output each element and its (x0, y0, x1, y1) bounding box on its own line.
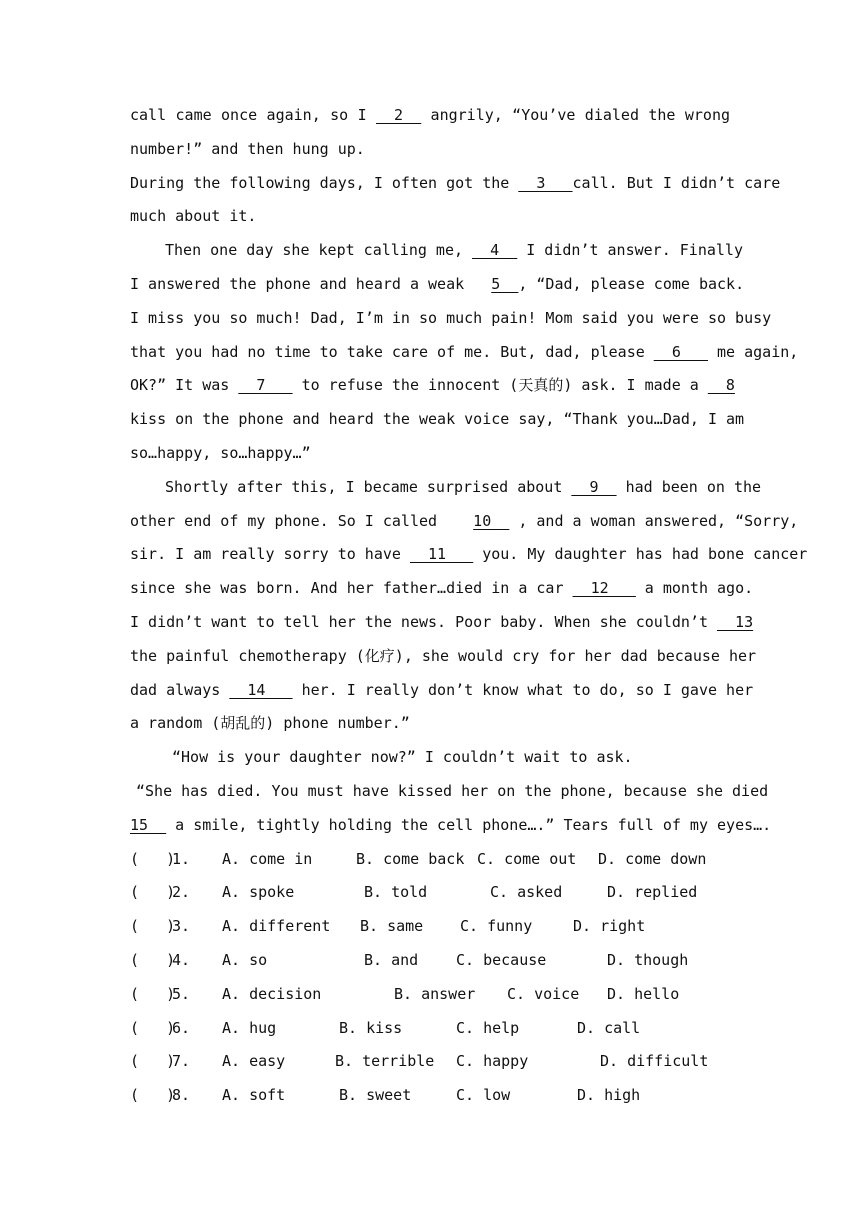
blank-9: __9__ (571, 477, 617, 496)
question-number: 3. (172, 917, 191, 936)
option-d: D. though (607, 950, 689, 969)
passage-text: had been on the (616, 477, 762, 496)
option-a: A. decision (222, 984, 322, 1003)
option-c: C. because (456, 950, 547, 969)
passage-text: angrily, “You’ve dialed the wrong (421, 106, 730, 124)
passage-line (130, 403, 745, 437)
passage-text: Shortly after this, I became surprised about (165, 477, 572, 496)
option-b: B. kiss (339, 1018, 403, 1037)
blank-7: __7___ (238, 376, 293, 395)
passage-line (130, 167, 781, 201)
answer-blank[interactable]: ( ) (130, 1086, 176, 1105)
option-b: B. terrible (335, 1052, 435, 1071)
question-list (130, 843, 730, 1113)
passage-line (130, 707, 730, 741)
blank-3: __3___ (518, 173, 573, 192)
option-d: D. right (573, 917, 646, 936)
blank-5: 5__ (491, 274, 519, 293)
passage-text: “How is your daughter now?” I couldn’t wait to ask. (172, 748, 633, 767)
passage-line (130, 775, 769, 809)
passage-line (130, 741, 730, 775)
answer-blank[interactable]: ( ) (130, 849, 176, 868)
blank-2: __2__ (376, 106, 422, 124)
blank-10: 10__ (473, 511, 510, 530)
document-page (130, 99, 808, 1113)
option-c: C. help (456, 1018, 520, 1037)
option-b: B. same (360, 917, 424, 936)
question-row (130, 944, 730, 978)
option-c: C. come out (477, 849, 577, 868)
passage-text: “She has died. You must have kissed her on the phone, because she died (136, 781, 769, 800)
passage-text: I didn’t answer. Finally (517, 241, 743, 260)
passage-line (130, 572, 754, 606)
passage-line (130, 505, 799, 539)
option-c: C. low (456, 1086, 511, 1105)
option-a: A. so (222, 950, 268, 969)
option-a: A. soft (222, 1086, 286, 1105)
passage-text: you. My daughter has had bone cancer (473, 545, 808, 564)
question-row (130, 978, 730, 1012)
option-b: B. and (364, 950, 419, 969)
passage-text: a month ago. (635, 579, 754, 598)
passage-text: a smile, tightly holding the cell phone….” Tears full of my eyes…. (166, 815, 772, 834)
passage-line (130, 674, 754, 708)
passage-text: call came once again, so I (130, 106, 376, 124)
passage-line (130, 302, 772, 336)
answer-blank[interactable]: ( ) (130, 883, 176, 902)
blank-13: __13 (717, 612, 754, 631)
passage-line (130, 268, 745, 302)
option-a: A. spoke (222, 883, 295, 902)
passage-text: kiss on the phone and heard the weak voice say, “Thank you…Dad, I am (130, 410, 745, 429)
option-d: D. hello (607, 984, 680, 1003)
passage-line (130, 538, 808, 572)
passage-line (130, 133, 730, 167)
question-number: 4. (172, 950, 191, 969)
passage-text: , “Dad, please come back. (518, 274, 745, 293)
question-row (130, 876, 730, 910)
passage-text: that you had no time to take care of me. But, dad, please (130, 342, 654, 361)
passage-text: her. I really don’t know what to do, so I gave her (292, 680, 754, 699)
passage-text: OK?” It was (130, 376, 239, 395)
question-row (130, 1079, 730, 1113)
answer-blank[interactable]: ( ) (130, 1018, 176, 1037)
passage-text: the painful chemotherapy (化疗), she would cry for her dad because her (130, 646, 757, 665)
option-c: C. voice (507, 984, 580, 1003)
option-a: A. hug (222, 1018, 277, 1037)
option-d: D. replied (607, 883, 698, 902)
answer-blank[interactable]: ( ) (130, 917, 176, 936)
passage-text: me again, (707, 342, 799, 361)
passage-text: I miss you so much! Dad, I’m in so much pain! Mom said you were so busy (130, 308, 772, 327)
blank-11: __11___ (409, 545, 474, 564)
question-row (130, 1012, 730, 1046)
passage-text: so…happy, so…happy…” (130, 443, 311, 462)
blank-14: __14___ (229, 680, 293, 699)
blank-12: __12___ (572, 579, 636, 598)
option-c: C. asked (490, 883, 563, 902)
passage-text: Then one day she kept calling me, (165, 241, 473, 260)
question-row (130, 910, 730, 944)
passage-text: call. But I didn’t care (572, 173, 781, 192)
passage-line (130, 200, 730, 234)
answer-blank[interactable]: ( ) (130, 1052, 176, 1071)
option-c: C. happy (456, 1052, 529, 1071)
option-b: B. answer (394, 984, 476, 1003)
option-d: D. high (577, 1086, 641, 1105)
blank-6: __6___ (653, 342, 708, 361)
answer-blank[interactable]: ( ) (130, 950, 176, 969)
passage-text: I didn’t want to tell her the news. Poor baby. When she couldn’t (130, 612, 717, 631)
question-number: 7. (172, 1052, 191, 1071)
option-c: C. funny (460, 917, 533, 936)
passage-text: number!” and then hung up. (130, 139, 365, 158)
option-a: A. different (222, 917, 331, 936)
question-number: 2. (172, 883, 191, 902)
passage-line (130, 437, 730, 471)
passage-text: to refuse the innocent (天真的) ask. I made a (292, 376, 708, 395)
passage-text: , and a woman answered, “Sorry, (509, 511, 799, 530)
passage-line (130, 809, 772, 843)
option-d: D. call (577, 1018, 641, 1037)
passage-line (130, 234, 743, 268)
question-row (130, 1045, 730, 1079)
passage-text: I answered the phone and heard a weak (130, 274, 492, 293)
passage-line (130, 640, 757, 674)
passage-line (130, 369, 735, 403)
answer-blank[interactable]: ( ) (130, 984, 176, 1003)
option-b: B. sweet (339, 1086, 412, 1105)
blank-4: __4__ (472, 241, 518, 260)
passage-text: a random (胡乱的) phone number.” (130, 714, 410, 733)
option-d: D. difficult (600, 1052, 709, 1071)
question-number: 5. (172, 984, 191, 1003)
option-b: B. told (364, 883, 428, 902)
passage-text: sir. I am really sorry to have (130, 545, 410, 564)
blank-8: __8 (707, 376, 735, 395)
passage-line (130, 471, 762, 505)
passage-text: much about it. (130, 207, 257, 226)
blank-15: 15__ (130, 815, 167, 834)
question-number: 8. (172, 1086, 191, 1105)
option-a: A. come in (222, 849, 313, 868)
question-number: 6. (172, 1018, 191, 1037)
passage-text: During the following days, I often got the (130, 173, 519, 192)
option-a: A. easy (222, 1052, 286, 1071)
passage-text: dad always (130, 680, 230, 699)
passage-text: other end of my phone. So I called (130, 511, 474, 530)
question-number: 1. (172, 849, 191, 868)
passage-line (130, 336, 799, 370)
option-d: D. come down (598, 849, 707, 868)
passage-line (130, 606, 754, 640)
option-b: B. come back (356, 849, 465, 868)
passage-line (130, 99, 730, 133)
passage-text: since she was born. And her father…died in a car (130, 579, 573, 598)
question-row (130, 843, 730, 877)
